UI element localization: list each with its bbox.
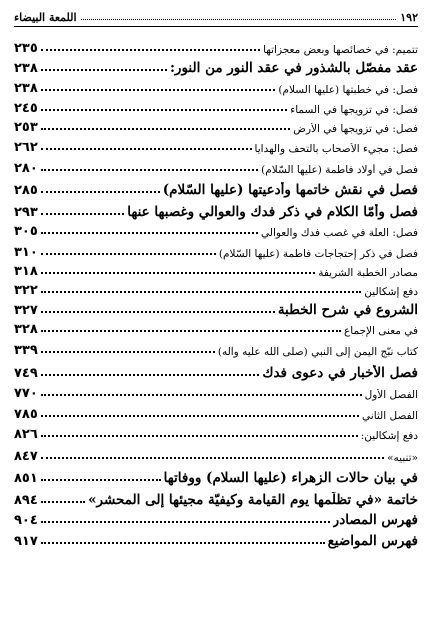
toc-entry-title: فصل وأمّا الكلام في ذكر فدك والعوالي وغصبها عنها bbox=[127, 204, 418, 221]
dot-leader bbox=[41, 479, 161, 481]
toc-entry bbox=[14, 176, 418, 199]
dot-leader bbox=[41, 109, 287, 111]
toc-entry-title: الفصل الثاني bbox=[362, 409, 418, 422]
dot-leader bbox=[41, 435, 358, 437]
toc-entry-title: فصل في أولاد فاطمة (عليها السّلام) bbox=[261, 163, 418, 176]
toc-entry bbox=[14, 38, 418, 56]
toc-entry-page: ٨٩٤ bbox=[14, 493, 38, 509]
dot-leader bbox=[41, 291, 361, 293]
page-number: ١٩٢ bbox=[400, 11, 418, 24]
toc-entry-page: ٣٢٧ bbox=[14, 302, 38, 318]
toc-entry-title: دفع إشكالين bbox=[364, 285, 418, 298]
toc-entry bbox=[14, 486, 418, 509]
toc-entry-page: ٣٣٩ bbox=[14, 342, 38, 358]
toc-entry-title: «تنبيه» bbox=[387, 451, 418, 464]
dot-leader bbox=[41, 89, 276, 91]
dot-leader bbox=[41, 191, 160, 193]
toc-entry-page: ٢٣٥ bbox=[14, 40, 38, 56]
table-of-contents bbox=[14, 38, 418, 549]
toc-entry-title: في بيان حالات الزهراء (عليها السلام) ووفاتها bbox=[163, 469, 418, 486]
toc-entry-page: ٣٠٥ bbox=[14, 224, 38, 240]
toc-entry bbox=[14, 401, 418, 422]
toc-entry bbox=[14, 220, 418, 239]
toc-entry bbox=[14, 96, 418, 116]
toc-entry-title: كتاب نبّج اليمن إلى النبي (صلّى الله عليه وآله) bbox=[217, 345, 418, 358]
toc-entry-page: ٣١٠ bbox=[14, 244, 38, 260]
dot-leader bbox=[41, 253, 216, 255]
dot-leader bbox=[41, 374, 260, 376]
toc-entry bbox=[14, 337, 418, 358]
dot-leader bbox=[41, 128, 290, 130]
toc-entry-title: الشروع في شرح الخطبة bbox=[277, 301, 418, 318]
dot-leader bbox=[41, 542, 325, 544]
toc-entry-title: مصادر الخطبة الشريفة bbox=[318, 266, 418, 279]
toc-entry bbox=[14, 155, 418, 176]
toc-entry bbox=[14, 508, 418, 528]
toc-entry-page: ٢٥٣ bbox=[14, 120, 38, 136]
toc-entry-page: ٨٢٦ bbox=[14, 427, 38, 443]
toc-entry bbox=[14, 56, 418, 77]
dot-leader bbox=[41, 272, 315, 274]
toc-entry-page: ٣٢٢ bbox=[14, 282, 38, 298]
toc-entry-title: فصل في نقش خاتمها وأدعيتها (عليها السّلام) bbox=[162, 182, 418, 199]
dot-leader bbox=[41, 330, 341, 332]
toc-entry-title: الفصل الأول bbox=[364, 389, 418, 402]
toc-entry-title: فصل: في تزويجها في الأرض bbox=[293, 123, 418, 136]
dot-leader bbox=[41, 213, 124, 215]
toc-entry bbox=[14, 279, 418, 298]
header-dot-leader bbox=[81, 19, 397, 20]
toc-entry-title: فصل الأخبار في دعوى فدك bbox=[262, 364, 418, 381]
toc-entry bbox=[14, 381, 418, 402]
toc-entry bbox=[14, 528, 418, 549]
page-header bbox=[14, 6, 418, 27]
toc-entry-page: ٢٦٢ bbox=[14, 139, 38, 155]
dot-leader bbox=[41, 311, 275, 313]
toc-entry-page: ٢٣٨ bbox=[14, 61, 38, 77]
dot-leader bbox=[41, 394, 362, 396]
toc-entry bbox=[14, 239, 418, 260]
toc-entry bbox=[14, 260, 418, 279]
toc-entry-page: ٩٠٤ bbox=[14, 513, 38, 529]
toc-entry-title: فصل: في تزويجها في السماء bbox=[290, 103, 418, 116]
toc-entry bbox=[14, 135, 418, 155]
toc-entry bbox=[14, 442, 418, 464]
toc-entry-page: ٧٨٥ bbox=[14, 406, 38, 422]
toc-entry-title: فصل: في خطبتها (عليها السلام) bbox=[278, 83, 418, 96]
toc-entry-title: فهرس المصادر bbox=[332, 512, 418, 529]
toc-entry-title: دفع إشكالين: bbox=[360, 430, 418, 443]
toc-entry bbox=[14, 422, 418, 443]
toc-entry bbox=[14, 358, 418, 381]
dot-leader bbox=[41, 351, 215, 353]
dot-leader bbox=[41, 148, 252, 150]
toc-entry bbox=[14, 76, 418, 96]
dot-leader bbox=[41, 415, 359, 417]
dot-leader bbox=[41, 457, 384, 459]
toc-entry-page: ٢٩٣ bbox=[14, 205, 38, 221]
toc-entry-page: ٧٤٩ bbox=[14, 365, 38, 381]
toc-entry-title: خاتمة «في تظلّمها يوم القيامة وكيفيّة مجيئها إلى المحشر» bbox=[88, 492, 418, 509]
toc-entry bbox=[14, 464, 418, 486]
toc-entry-page: ٢٨٠ bbox=[14, 160, 38, 176]
running-title: اللمعة البيضاء bbox=[14, 11, 77, 24]
toc-entry bbox=[14, 318, 418, 337]
dot-leader bbox=[41, 69, 167, 71]
toc-entry-page: ٢٤٥ bbox=[14, 100, 38, 116]
toc-entry-title: فصل: مجيء الأصحاب بالتحف والهدايا bbox=[254, 142, 418, 155]
toc-entry-page: ٢٨٥ bbox=[14, 183, 38, 199]
toc-entry-title: تتميم: في خصائصها وبعض معجزاتها bbox=[263, 43, 418, 56]
toc-entry-page: ٨٥١ bbox=[14, 470, 38, 486]
dot-leader bbox=[41, 521, 330, 523]
toc-entry-page: ٧٧٠ bbox=[14, 386, 38, 402]
toc-entry bbox=[14, 298, 418, 318]
toc-entry-page: ٣٢٨ bbox=[14, 321, 38, 337]
toc-entry-title: في معنى الإجماع bbox=[344, 324, 418, 337]
toc-entry-title: عقد مفصّل بالشذور في عقد النور من النور: bbox=[169, 60, 418, 77]
toc-entry-page: ٣١٨ bbox=[14, 263, 38, 279]
toc-entry-page: ٢٣٨ bbox=[14, 80, 38, 96]
toc-entry-page: ٩١٧ bbox=[14, 534, 38, 550]
toc-entry-title: فصل: العلّة في غصب فدك والعوالي bbox=[261, 227, 418, 240]
dot-leader bbox=[41, 49, 260, 51]
toc-entry-page: ٨٤٧ bbox=[14, 448, 38, 464]
toc-entry-title: فصل في ذكر إحتجاجات فاطمة (عليها السّلام) bbox=[218, 247, 418, 260]
dot-leader bbox=[41, 501, 85, 503]
toc-entry bbox=[14, 198, 418, 220]
toc-entry-title: فهرس المواضيع bbox=[327, 533, 418, 550]
dot-leader bbox=[41, 169, 258, 171]
toc-entry bbox=[14, 116, 418, 136]
dot-leader bbox=[41, 232, 258, 234]
